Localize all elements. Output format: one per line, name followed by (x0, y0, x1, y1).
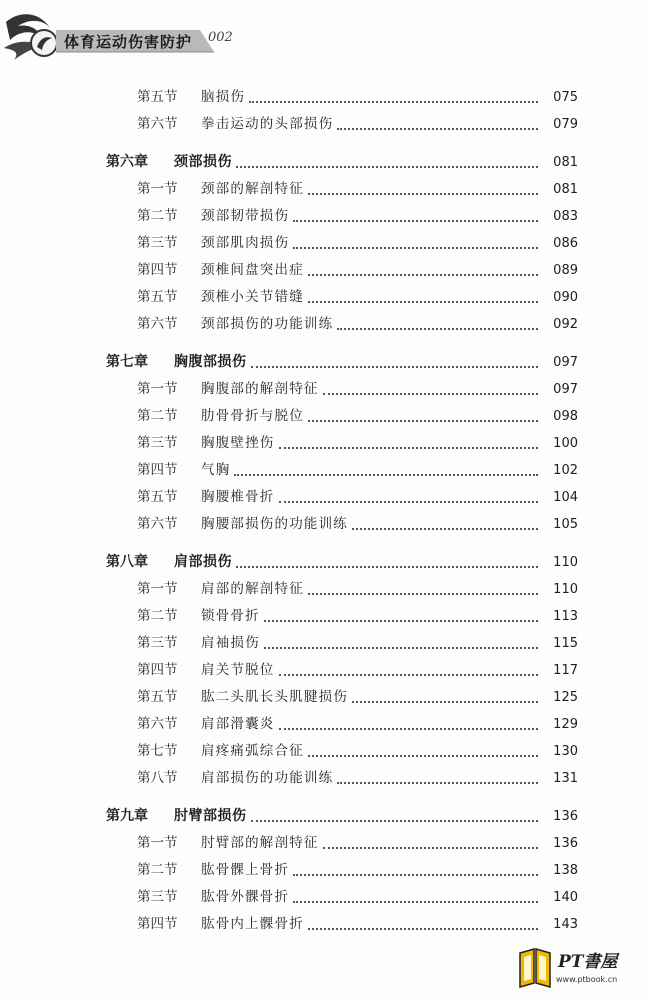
toc-section-row[interactable] (0, 511, 645, 538)
dot-leader (236, 565, 538, 568)
section-title: 肱骨内上髁骨折 (201, 916, 304, 932)
dot-leader (308, 927, 538, 930)
section-page: 079 (553, 117, 578, 132)
section-title: 胸腹部的解剖特征 (201, 381, 319, 397)
dot-leader (308, 192, 538, 195)
section-title: 胸腰椎骨折 (201, 489, 275, 505)
section-page: 097 (553, 382, 578, 397)
chapter-page: 136 (553, 809, 578, 824)
toc-section-row[interactable] (0, 430, 645, 457)
section-page: 090 (553, 290, 578, 305)
section-page: 110 (553, 582, 578, 597)
dot-leader (293, 219, 538, 222)
dot-leader (337, 781, 538, 784)
section-title: 肘臂部的解剖特征 (201, 835, 319, 851)
section-page: 098 (553, 409, 578, 424)
section-page: 131 (553, 771, 578, 786)
section-label: 第二节 (137, 862, 178, 878)
section-label: 第二节 (137, 408, 178, 424)
toc-section-row[interactable] (0, 657, 645, 684)
toc-chapter-7 (0, 349, 645, 538)
section-page: 104 (553, 490, 578, 505)
section-page: 081 (553, 182, 578, 197)
toc-section-row[interactable] (0, 857, 645, 884)
toc-section-row[interactable] (0, 203, 645, 230)
book-logo-icon (516, 945, 556, 989)
toc-group-continued (0, 84, 645, 138)
section-label: 第四节 (137, 462, 178, 478)
chapter-label: 第七章 (106, 354, 148, 370)
dot-leader (352, 527, 538, 530)
section-label: 第四节 (137, 262, 178, 278)
watermark-logo (516, 945, 636, 995)
section-title: 颈椎间盘突出症 (201, 262, 304, 278)
section-page: 117 (553, 663, 578, 678)
section-label: 第七节 (137, 743, 178, 759)
toc-section-row[interactable] (0, 911, 645, 938)
dot-leader (249, 100, 538, 103)
section-title: 气胸 (201, 462, 231, 478)
toc-section-row[interactable] (0, 884, 645, 911)
dot-leader (352, 700, 538, 703)
dot-leader (308, 754, 538, 757)
dot-leader (308, 592, 538, 595)
section-label: 第四节 (137, 916, 178, 932)
dot-leader (308, 419, 538, 422)
toc-section-row[interactable] (0, 576, 645, 603)
section-page: 129 (553, 717, 578, 732)
dot-leader (264, 619, 538, 622)
toc-section-row[interactable] (0, 830, 645, 857)
dot-leader (279, 727, 539, 730)
dot-leader (279, 446, 539, 449)
dot-leader (236, 165, 538, 168)
dot-leader (293, 900, 538, 903)
section-label: 第六节 (137, 316, 178, 332)
section-page: 136 (553, 836, 578, 851)
chapter-label: 第九章 (106, 808, 148, 824)
section-title: 胸腰部损伤的功能训练 (201, 516, 348, 532)
section-label: 第三节 (137, 235, 178, 251)
section-page: 086 (553, 236, 578, 251)
toc-section-row[interactable] (0, 111, 645, 138)
section-title: 肩关节脱位 (201, 662, 275, 678)
table-of-contents (0, 84, 645, 940)
toc-section-row[interactable] (0, 176, 645, 203)
chapter-title: 胸腹部损伤 (174, 354, 247, 370)
toc-chapter-row[interactable] (0, 803, 645, 830)
dot-leader (251, 819, 539, 822)
section-title: 肩部的解剖特征 (201, 581, 304, 597)
section-title: 肱骨外髁骨折 (201, 889, 290, 905)
toc-section-row[interactable] (0, 257, 645, 284)
section-label: 第四节 (137, 662, 178, 678)
toc-chapter-9 (0, 803, 645, 938)
toc-section-row[interactable] (0, 84, 645, 111)
section-label: 第五节 (137, 689, 178, 705)
section-label: 第六节 (137, 716, 178, 732)
section-title: 肩袖损伤 (201, 635, 260, 651)
dot-leader (323, 846, 538, 849)
section-title: 颈部损伤的功能训练 (201, 316, 334, 332)
section-title: 颈部肌肉损伤 (201, 235, 290, 251)
book-title: 体育运动伤害防护 (64, 33, 193, 51)
section-title: 肱骨髁上骨折 (201, 862, 290, 878)
section-title: 肩部滑囊炎 (201, 716, 275, 732)
toc-section-row[interactable] (0, 484, 645, 511)
section-title: 胸腹壁挫伤 (201, 435, 275, 451)
section-title: 拳击运动的头部损伤 (201, 116, 334, 132)
section-page: 102 (553, 463, 578, 478)
section-page: 075 (553, 90, 578, 105)
toc-section-row[interactable] (0, 603, 645, 630)
section-title: 脑损伤 (201, 89, 246, 105)
section-label: 第六节 (137, 116, 178, 132)
page-number: 002 (208, 30, 233, 45)
section-label: 第一节 (137, 181, 178, 197)
toc-section-row[interactable] (0, 230, 645, 257)
watermark-url: www.ptbook.cn (556, 975, 618, 984)
section-page: 143 (553, 917, 578, 932)
section-label: 第二节 (137, 208, 178, 224)
chapter-page: 097 (553, 355, 578, 370)
dot-leader (308, 273, 538, 276)
dot-leader (279, 673, 539, 676)
toc-section-row[interactable] (0, 284, 645, 311)
dot-leader (293, 873, 538, 876)
section-page: 115 (553, 636, 578, 651)
watermark-name: PT書屋 (558, 952, 618, 972)
toc-section-row[interactable] (0, 630, 645, 657)
section-label: 第八节 (137, 770, 178, 786)
dot-leader (251, 365, 539, 368)
section-page: 125 (553, 690, 578, 705)
dot-leader (264, 646, 538, 649)
section-title: 肱二头肌长头肌腱损伤 (201, 689, 348, 705)
chapter-label: 第六章 (106, 154, 148, 170)
chapter-title: 颈部损伤 (174, 154, 232, 170)
dot-leader (323, 392, 538, 395)
chapter-page: 081 (553, 155, 578, 170)
section-title: 颈椎小关节错缝 (201, 289, 304, 305)
section-label: 第二节 (137, 608, 178, 624)
toc-chapter-row[interactable] (0, 149, 645, 176)
section-title: 锁骨骨折 (201, 608, 260, 624)
toc-section-row[interactable] (0, 457, 645, 484)
dot-leader (279, 500, 539, 503)
chapter-label: 第八章 (106, 554, 148, 570)
section-label: 第一节 (137, 835, 178, 851)
dot-leader (234, 473, 538, 476)
section-label: 第三节 (137, 435, 178, 451)
section-title: 颈部韧带损伤 (201, 208, 290, 224)
toc-chapter-6 (0, 149, 645, 338)
section-label: 第五节 (137, 289, 178, 305)
toc-chapter-row[interactable] (0, 549, 645, 576)
toc-section-row[interactable] (0, 765, 645, 792)
section-page: 089 (553, 263, 578, 278)
page-header (0, 0, 645, 70)
section-page: 138 (553, 863, 578, 878)
section-page: 083 (553, 209, 578, 224)
section-label: 第五节 (137, 489, 178, 505)
section-title: 肩疼痛弧综合征 (201, 743, 304, 759)
toc-section-row[interactable] (0, 711, 645, 738)
section-page: 130 (553, 744, 578, 759)
dot-leader (337, 127, 538, 130)
section-page: 113 (553, 609, 578, 624)
chapter-title: 肘臂部损伤 (174, 808, 247, 824)
toc-chapter-row[interactable] (0, 349, 645, 376)
toc-section-row[interactable] (0, 403, 645, 430)
section-title: 颈部的解剖特征 (201, 181, 304, 197)
toc-section-row[interactable] (0, 684, 645, 711)
section-title: 肋骨骨折与脱位 (201, 408, 304, 424)
section-page: 105 (553, 517, 578, 532)
section-page: 092 (553, 317, 578, 332)
toc-section-row[interactable] (0, 376, 645, 403)
section-page: 100 (553, 436, 578, 451)
section-label: 第五节 (137, 89, 178, 105)
chapter-title: 肩部损伤 (174, 554, 232, 570)
toc-section-row[interactable] (0, 311, 645, 338)
section-page: 140 (553, 890, 578, 905)
toc-section-row[interactable] (0, 738, 645, 765)
dot-leader (293, 246, 538, 249)
toc-chapter-8 (0, 549, 645, 792)
section-label: 第三节 (137, 635, 178, 651)
dot-leader (337, 327, 538, 330)
section-label: 第一节 (137, 581, 178, 597)
section-title: 肩部损伤的功能训练 (201, 770, 334, 786)
section-label: 第六节 (137, 516, 178, 532)
section-label: 第三节 (137, 889, 178, 905)
dot-leader (308, 300, 538, 303)
chapter-page: 110 (553, 555, 578, 570)
section-label: 第一节 (137, 381, 178, 397)
